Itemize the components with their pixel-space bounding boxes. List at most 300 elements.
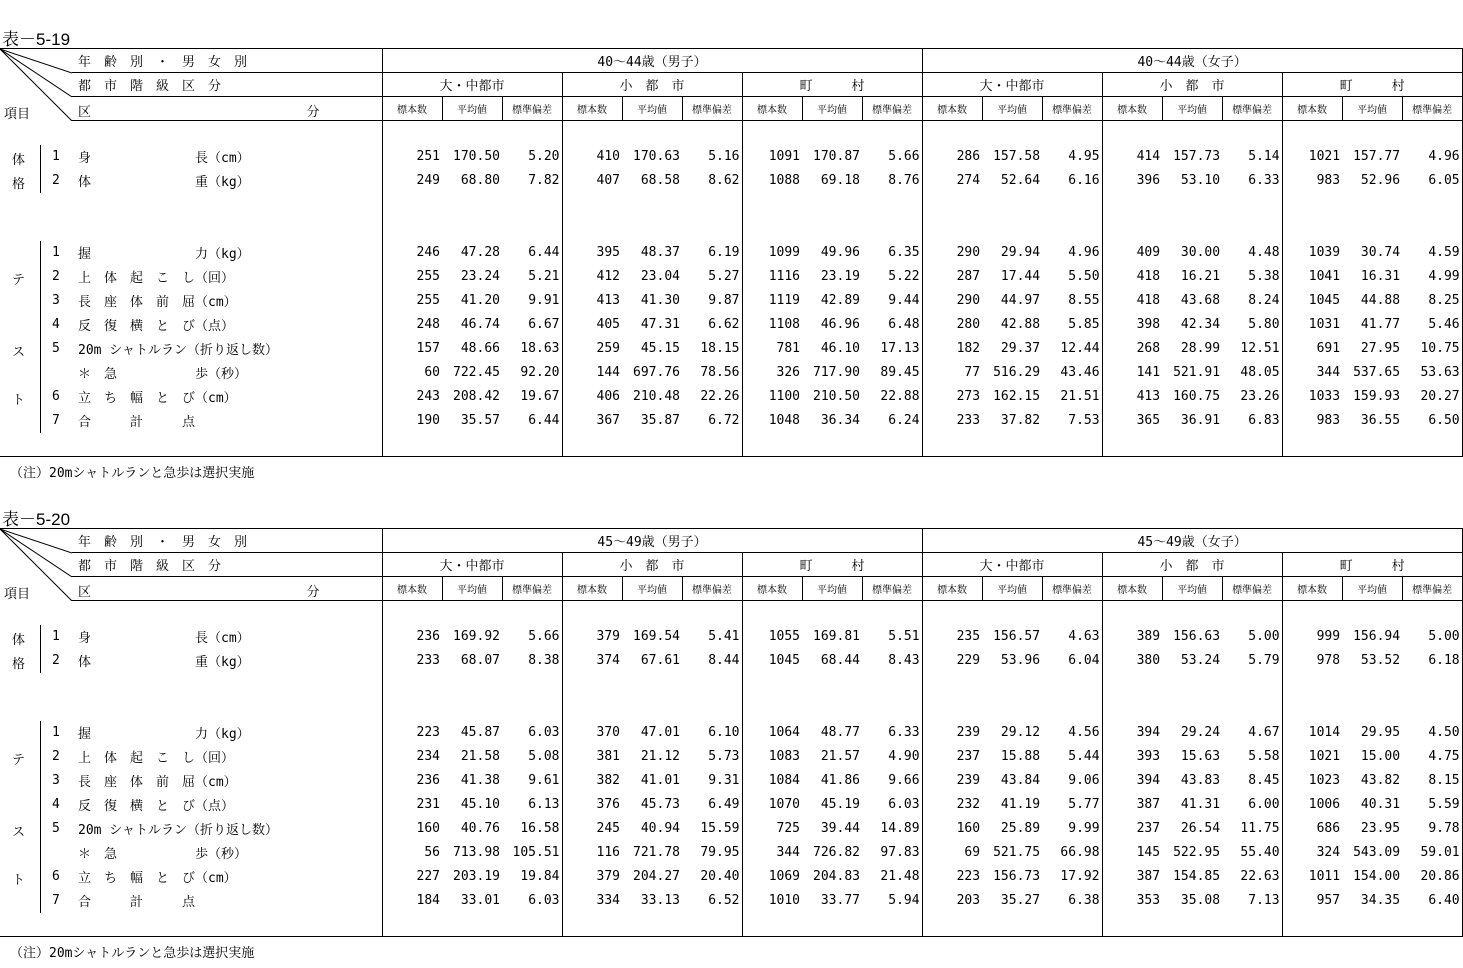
- value-cell: 521.91: [1173, 365, 1221, 380]
- value-cell: 379: [562, 865, 622, 889]
- value-cell: 412: [562, 265, 622, 289]
- value-cell: 43.84: [1000, 773, 1041, 788]
- value-cell: 7.13: [1248, 893, 1280, 908]
- stat-header: 平均値: [622, 577, 682, 601]
- value-cell: 5.20: [528, 149, 560, 164]
- value-cell: 251: [382, 145, 442, 169]
- value-cell: 686: [1282, 817, 1342, 841]
- value-cell: 48.05: [1240, 365, 1280, 380]
- value-cell: 389: [1102, 625, 1162, 649]
- table-title: 表－5-20: [2, 510, 71, 529]
- male-group-header: 40～44歳（男子）: [382, 49, 922, 73]
- value-cell: 5.46: [1402, 313, 1462, 337]
- value-cell: 5.77: [1068, 797, 1100, 812]
- value-cell: 5.66: [888, 149, 920, 164]
- category-cell: [0, 649, 72, 673]
- table-row: [0, 649, 1462, 673]
- brace-mark: [40, 385, 45, 409]
- value-cell: 182: [922, 337, 982, 361]
- city-header: 小 都 市: [562, 553, 742, 577]
- value-cell: 4.59: [1402, 241, 1462, 265]
- city-header: 町 村: [742, 553, 922, 577]
- value-cell: 105.51: [512, 845, 560, 860]
- value-cell: 203: [922, 889, 982, 913]
- value-cell: 387: [1102, 865, 1162, 889]
- value-cell: 69: [922, 841, 982, 865]
- value-cell: 537.65: [1353, 365, 1401, 380]
- value-cell: 6.35: [888, 245, 920, 260]
- value-cell: 413: [562, 289, 622, 313]
- stat-header: 標本数: [742, 97, 802, 121]
- table-row: [0, 409, 1462, 433]
- value-cell: 274: [922, 169, 982, 193]
- value-cell: 236: [382, 625, 442, 649]
- item-number: 4: [52, 796, 60, 812]
- value-cell: 4.95: [1068, 149, 1100, 164]
- category-cell: [0, 409, 72, 433]
- brace-mark: [40, 145, 45, 169]
- value-cell: 543.09: [1353, 845, 1401, 860]
- table-row: [0, 145, 1462, 169]
- value-cell: 204.83: [813, 869, 860, 884]
- value-cell: 393: [1102, 745, 1162, 769]
- value-cell: 6.40: [1402, 889, 1462, 913]
- value-cell: 29.12: [1000, 725, 1041, 740]
- value-cell: 7.53: [1068, 413, 1100, 428]
- value-cell: 53.63: [1402, 361, 1462, 385]
- value-cell: 5.14: [1248, 149, 1280, 164]
- value-cell: 726.82: [813, 845, 860, 860]
- category-label: ス: [12, 824, 26, 840]
- value-cell: 1039: [1282, 241, 1342, 265]
- value-cell: 1011: [1282, 865, 1342, 889]
- stat-header: 平均値: [982, 97, 1042, 121]
- value-cell: 28.99: [1180, 341, 1221, 356]
- value-cell: 8.43: [888, 653, 920, 668]
- value-cell: 725: [742, 817, 802, 841]
- value-cell: 516.29: [993, 365, 1041, 380]
- brace-mark: [40, 841, 45, 865]
- value-cell: 46.74: [460, 317, 500, 332]
- value-cell: 1083: [742, 745, 802, 769]
- value-cell: 42.88: [1000, 317, 1041, 332]
- table-row: [0, 889, 1462, 913]
- item-number: 7: [52, 412, 60, 428]
- item-number: 5: [52, 820, 60, 836]
- item-name: 20m シャトルラン（折り返し数）: [78, 823, 279, 838]
- item-name: 立 ち 幅 と び（cm）: [78, 391, 237, 406]
- header-division: [72, 97, 382, 121]
- item-name: 立 ち 幅 と び（cm）: [78, 871, 237, 886]
- value-cell: 66.98: [1060, 845, 1100, 860]
- value-cell: 56: [382, 841, 442, 865]
- value-cell: 5.00: [1248, 629, 1280, 644]
- value-cell: 286: [922, 145, 982, 169]
- item-name: 反 復 横 と び（点）: [78, 319, 235, 334]
- value-cell: 521.75: [993, 845, 1041, 860]
- category-cell: [0, 241, 72, 265]
- value-cell: 162.15: [993, 389, 1041, 404]
- value-cell: 41.31: [1180, 797, 1221, 812]
- stat-header: 平均値: [802, 97, 862, 121]
- table-row: [0, 361, 1462, 385]
- value-cell: 249: [382, 169, 442, 193]
- value-cell: 78.56: [700, 365, 740, 380]
- item-name: 体 重（kg）: [78, 175, 250, 190]
- stat-header: 平均値: [442, 577, 502, 601]
- value-cell: 1100: [742, 385, 802, 409]
- stat-header: 標準偏差: [1402, 577, 1462, 601]
- value-cell: 398: [1102, 313, 1162, 337]
- value-cell: 12.44: [1060, 341, 1100, 356]
- value-cell: 381: [562, 745, 622, 769]
- value-cell: 36.55: [1360, 413, 1401, 428]
- item-number: 2: [52, 748, 60, 764]
- value-cell: 40.94: [640, 821, 680, 836]
- brace-mark: [40, 865, 45, 889]
- value-cell: 5.08: [528, 749, 560, 764]
- value-cell: 9.06: [1068, 773, 1100, 788]
- value-cell: 5.51: [888, 629, 920, 644]
- stat-header: 標本数: [1102, 97, 1162, 121]
- table-block: [0, 28, 1463, 488]
- value-cell: 18.15: [700, 341, 740, 356]
- value-cell: 6.48: [888, 317, 920, 332]
- item-name: 長 座 体 前 屈（cm）: [78, 295, 237, 310]
- value-cell: 382: [562, 769, 622, 793]
- value-cell: 1048: [742, 409, 802, 433]
- value-cell: 239: [922, 769, 982, 793]
- value-cell: 4.50: [1402, 721, 1462, 745]
- stat-header: 標準偏差: [1042, 97, 1102, 121]
- item-name: 長 座 体 前 屈（cm）: [78, 775, 237, 790]
- value-cell: 8.44: [708, 653, 740, 668]
- value-cell: 45.73: [640, 797, 680, 812]
- value-cell: 35.87: [640, 413, 680, 428]
- item-name: 身 長（cm）: [78, 151, 250, 166]
- value-cell: 239: [922, 721, 982, 745]
- value-cell: 52.64: [1000, 173, 1041, 188]
- value-cell: 23.24: [460, 269, 500, 284]
- value-cell: 9.78: [1402, 817, 1462, 841]
- value-cell: 1045: [1282, 289, 1342, 313]
- value-cell: 6.10: [708, 725, 740, 740]
- value-cell: 1091: [742, 145, 802, 169]
- value-cell: 8.24: [1248, 293, 1280, 308]
- category-cell: [0, 793, 72, 817]
- category-cell: [0, 385, 72, 409]
- value-cell: 983: [1282, 169, 1342, 193]
- value-cell: 243: [382, 385, 442, 409]
- value-cell: 41.01: [640, 773, 680, 788]
- value-cell: 40.76: [460, 821, 500, 836]
- division-right: 分: [306, 585, 320, 600]
- value-cell: 4.96: [1068, 245, 1100, 260]
- category-label: 格: [12, 656, 26, 672]
- header-diagonal-cell: [0, 529, 72, 601]
- value-cell: 233: [922, 409, 982, 433]
- value-cell: 4.99: [1402, 265, 1462, 289]
- value-cell: 409: [1102, 241, 1162, 265]
- value-cell: 48.77: [820, 725, 860, 740]
- stat-header: 標本数: [1282, 577, 1342, 601]
- table-row: [0, 241, 1462, 265]
- city-header: 小 都 市: [1102, 73, 1282, 97]
- value-cell: 8.45: [1248, 773, 1280, 788]
- brace-mark: [40, 409, 45, 433]
- value-cell: 1084: [742, 769, 802, 793]
- value-cell: 6.44: [528, 245, 560, 260]
- value-cell: 6.03: [528, 725, 560, 740]
- value-cell: 68.44: [820, 653, 860, 668]
- value-cell: 34.35: [1360, 893, 1401, 908]
- value-cell: 35.27: [1000, 893, 1041, 908]
- category-cell: [0, 865, 72, 889]
- value-cell: 5.21: [528, 269, 560, 284]
- value-cell: 33.13: [640, 893, 680, 908]
- value-cell: 5.41: [708, 629, 740, 644]
- female-group-header: 40～44歳（女子）: [922, 49, 1462, 73]
- value-cell: 410: [562, 145, 622, 169]
- stat-header: 平均値: [1162, 97, 1222, 121]
- value-cell: 145: [1102, 841, 1162, 865]
- value-cell: 53.96: [1000, 653, 1041, 668]
- value-cell: 6.52: [708, 893, 740, 908]
- brace-mark: [40, 289, 45, 313]
- item-name: ＊ 急 歩（秒）: [78, 847, 248, 862]
- brace-mark: [40, 361, 45, 385]
- value-cell: 237: [922, 745, 982, 769]
- value-cell: 1088: [742, 169, 802, 193]
- value-cell: 6.38: [1068, 893, 1100, 908]
- value-cell: 8.55: [1068, 293, 1100, 308]
- value-cell: 55.40: [1240, 845, 1280, 860]
- item-label: 項目: [4, 107, 31, 121]
- value-cell: 44.97: [1000, 293, 1041, 308]
- value-cell: 21.48: [880, 869, 920, 884]
- value-cell: 5.38: [1248, 269, 1280, 284]
- value-cell: 29.24: [1180, 725, 1221, 740]
- table-row: [0, 385, 1462, 409]
- value-cell: 353: [1102, 889, 1162, 913]
- stat-header: 標本数: [922, 577, 982, 601]
- value-cell: 4.63: [1068, 629, 1100, 644]
- value-cell: 18.63: [520, 341, 560, 356]
- value-cell: 35.57: [460, 413, 500, 428]
- table-row: [0, 865, 1462, 889]
- value-cell: 52.96: [1360, 173, 1401, 188]
- value-cell: 59.01: [1402, 841, 1462, 865]
- value-cell: 23.04: [640, 269, 680, 284]
- value-cell: 53.24: [1180, 653, 1221, 668]
- value-cell: 406: [562, 385, 622, 409]
- category-cell: [0, 337, 72, 361]
- value-cell: 394: [1102, 769, 1162, 793]
- value-cell: 25.89: [1000, 821, 1041, 836]
- category-cell: [0, 313, 72, 337]
- header-diagonal-cell: [0, 49, 72, 121]
- footnote: （注）20mシャトルランと急歩は選択実施: [10, 946, 255, 961]
- value-cell: 4.48: [1248, 245, 1280, 260]
- value-cell: 156.63: [1173, 629, 1221, 644]
- value-cell: 47.28: [460, 245, 500, 260]
- value-cell: 1010: [742, 889, 802, 913]
- value-cell: 204.27: [633, 869, 680, 884]
- value-cell: 395: [562, 241, 622, 265]
- value-cell: 1023: [1282, 769, 1342, 793]
- table-row: [0, 769, 1462, 793]
- item-number: 1: [52, 628, 60, 644]
- value-cell: 287: [922, 265, 982, 289]
- value-cell: 231: [382, 793, 442, 817]
- value-cell: 46.96: [820, 317, 860, 332]
- value-cell: 978: [1282, 649, 1342, 673]
- value-cell: 8.25: [1402, 289, 1462, 313]
- value-cell: 156.73: [993, 869, 1041, 884]
- brace-mark: [40, 241, 45, 265]
- category-label: テ: [12, 272, 26, 288]
- value-cell: 5.58: [1248, 749, 1280, 764]
- value-cell: 27.95: [1360, 341, 1401, 356]
- value-cell: 15.63: [1180, 749, 1221, 764]
- value-cell: 170.63: [633, 149, 680, 164]
- value-cell: 203.19: [453, 869, 500, 884]
- value-cell: 290: [922, 289, 982, 313]
- value-cell: 12.51: [1240, 341, 1280, 356]
- division-left: 区: [78, 105, 92, 120]
- value-cell: 713.98: [453, 845, 500, 860]
- value-cell: 41.30: [640, 293, 680, 308]
- value-cell: 236: [382, 769, 442, 793]
- value-cell: 394: [1102, 721, 1162, 745]
- item-number: 3: [52, 772, 60, 788]
- value-cell: 414: [1102, 145, 1162, 169]
- value-cell: 6.62: [708, 317, 740, 332]
- value-cell: 367: [562, 409, 622, 433]
- division-left: 区: [78, 585, 92, 600]
- value-cell: 160: [922, 817, 982, 841]
- value-cell: 387: [1102, 793, 1162, 817]
- value-cell: 374: [562, 649, 622, 673]
- stat-header: 標準偏差: [682, 577, 742, 601]
- table-row: [0, 313, 1462, 337]
- brace-mark: [40, 793, 45, 817]
- value-cell: 154.85: [1173, 869, 1221, 884]
- value-cell: 5.00: [1402, 625, 1462, 649]
- value-cell: 1014: [1282, 721, 1342, 745]
- value-cell: 6.83: [1248, 413, 1280, 428]
- value-cell: 1031: [1282, 313, 1342, 337]
- stat-header: 標準偏差: [1222, 97, 1282, 121]
- value-cell: 141: [1102, 361, 1162, 385]
- brace-mark: [40, 745, 45, 769]
- value-cell: 6.50: [1402, 409, 1462, 433]
- stat-header: 標本数: [382, 97, 442, 121]
- value-cell: 999: [1282, 625, 1342, 649]
- stat-header: 標本数: [1102, 577, 1162, 601]
- value-cell: 7.82: [528, 173, 560, 188]
- value-cell: 77: [922, 361, 982, 385]
- item-name: 合 計 点: [78, 895, 196, 910]
- value-cell: 97.83: [880, 845, 920, 860]
- stat-header: 標本数: [922, 97, 982, 121]
- value-cell: 273: [922, 385, 982, 409]
- value-cell: 235: [922, 625, 982, 649]
- brace-mark: [40, 265, 45, 289]
- value-cell: 89.45: [880, 365, 920, 380]
- value-cell: 15.00: [1360, 749, 1401, 764]
- value-cell: 157.77: [1353, 149, 1401, 164]
- value-cell: 33.77: [820, 893, 860, 908]
- value-cell: 9.31: [708, 773, 740, 788]
- item-number: 1: [52, 244, 60, 260]
- item-number: 2: [52, 172, 60, 188]
- value-cell: 154.00: [1353, 869, 1401, 884]
- value-cell: 48.66: [460, 341, 500, 356]
- stat-header: 平均値: [802, 577, 862, 601]
- table-row: [0, 169, 1462, 193]
- city-header: 町 村: [742, 73, 922, 97]
- value-cell: 45.87: [460, 725, 500, 740]
- value-cell: 46.10: [820, 341, 860, 356]
- brace-mark: [40, 889, 45, 913]
- value-cell: 42.89: [820, 293, 860, 308]
- value-cell: 326: [742, 361, 802, 385]
- city-header: 大・中都市: [382, 73, 562, 97]
- category-cell: [0, 721, 72, 745]
- table-row: [0, 721, 1462, 745]
- value-cell: 169.81: [813, 629, 860, 644]
- category-cell: [0, 265, 72, 289]
- value-cell: 170.87: [813, 149, 860, 164]
- value-cell: 160: [382, 817, 442, 841]
- value-cell: 210.48: [633, 389, 680, 404]
- value-cell: 47.31: [640, 317, 680, 332]
- value-cell: 30.74: [1360, 245, 1401, 260]
- stats-table: [0, 48, 1463, 457]
- division-right: 分: [306, 105, 320, 120]
- value-cell: 6.33: [888, 725, 920, 740]
- female-group-header: 45～49歳（女子）: [922, 529, 1462, 553]
- value-cell: 418: [1102, 289, 1162, 313]
- value-cell: 1070: [742, 793, 802, 817]
- stat-header: 標準偏差: [502, 577, 562, 601]
- value-cell: 29.95: [1360, 725, 1401, 740]
- value-cell: 6.44: [528, 413, 560, 428]
- value-cell: 39.44: [820, 821, 860, 836]
- value-cell: 16.58: [520, 821, 560, 836]
- value-cell: 376: [562, 793, 622, 817]
- item-number: 1: [52, 724, 60, 740]
- item-name: 上 体 起 こ し（回）: [78, 271, 235, 286]
- value-cell: 6.24: [888, 413, 920, 428]
- table-row: [0, 265, 1462, 289]
- brace-mark: [40, 721, 45, 745]
- table-row: [0, 745, 1462, 769]
- item-name: 握 力（kg）: [78, 727, 250, 742]
- value-cell: 5.80: [1248, 317, 1280, 332]
- stat-header: 標本数: [742, 577, 802, 601]
- value-cell: 4.75: [1402, 745, 1462, 769]
- item-name: 反 復 横 と び（点）: [78, 799, 235, 814]
- value-cell: 53.52: [1360, 653, 1401, 668]
- brace-mark: [40, 817, 45, 841]
- header-division: [72, 577, 382, 601]
- item-name: 上 体 起 こ し（回）: [78, 751, 235, 766]
- value-cell: 9.91: [528, 293, 560, 308]
- category-cell: [0, 169, 72, 193]
- value-cell: 5.27: [708, 269, 740, 284]
